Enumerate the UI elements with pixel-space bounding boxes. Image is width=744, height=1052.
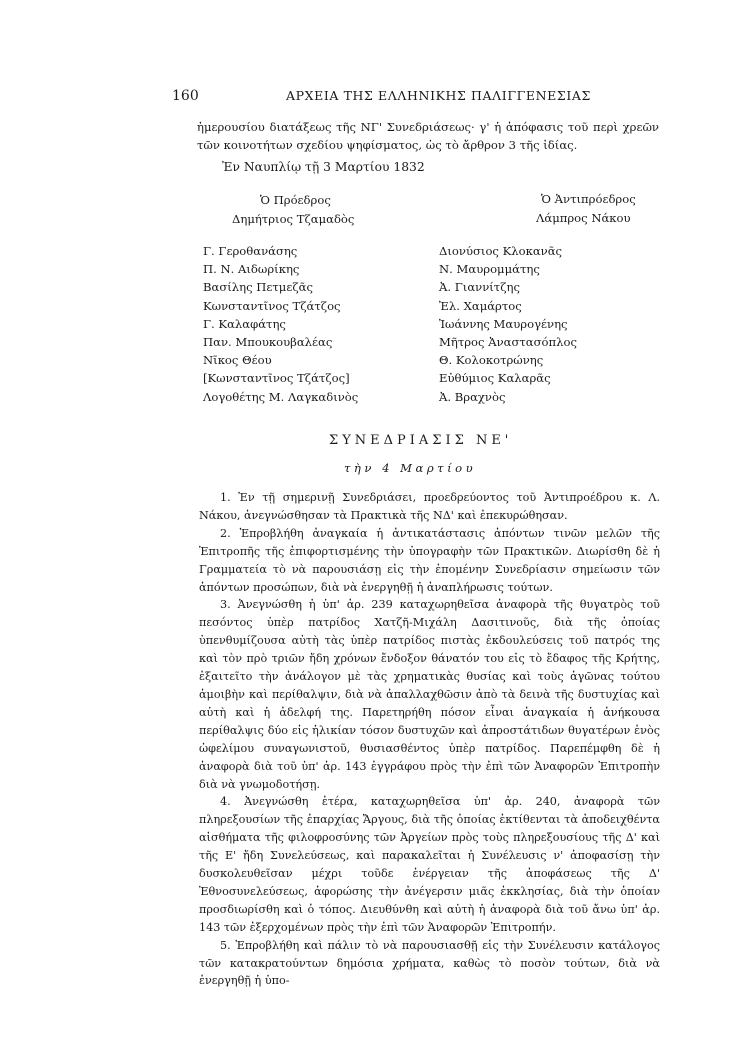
president-title: Ὁ Πρόεδρος <box>260 193 331 207</box>
signatory-name: Π. Ν. Αιδωρίκης <box>203 262 300 277</box>
signatories-left-column <box>203 242 358 406</box>
signatory-name: Γ. Γεροθανάσης <box>203 244 298 258</box>
vice-president-title: Ὁ Ἀντιπρόεδρος <box>541 192 636 206</box>
signatory-name: Μῆτρος Ἀναστασόπλος <box>439 335 577 350</box>
paragraph: 4. Ἀνεγνώσθη ἑτέρα, καταχωρηθεῖσα ὑπ' ἀρ. 240, ἀναφορὰ τῶν πληρεξουσίων τῆς ἐπαρχίας Ἄργους, διὰ τῆς ὁποίας ἐκτίθενται τὰ ἀποδειχθέντα αἰσθήματα τῆς φιλοφροσύνης τῶν Ἀργείων πρὸς τοὺς πληρεξουσίους τῆς Δ' καὶ τῆς Ε' ἤδη Συνελεύσεως, καὶ παρακαλεῖται ἡ Συνέλευσις ν' ἀποφασίσῃ τὴν δυσκολευθεῖσαν μέχρι τοῦδε ἐνέργειαν τῆς ἀποφάσεως τῆς Δ' Ἐθνοσυνελεύσεως, ἀφορώσης τὴν ἀνέγερσιν μιᾶς ἐκκλησίας, διὰ τὴν ὁποίαν προσδιωρίσθη καὶ ὁ τόπος. Διευθύνθη καὶ αὐτὴ ἡ ἀναφορὰ διὰ τοῦ ἄνω ὑπ' ἀρ. 143 τῶν ἐξερχομένων πρὸς τὴν ἐπὶ τῶν Ἀναφορῶν Ἐπιτροπήν. <box>199 795 660 934</box>
signatory-name: Ἐλ. Χαμάρτος <box>439 298 522 313</box>
paragraph: 1. Ἐν τῇ σημερινῇ Συνεδριάσει, προεδρεύοντος τοῦ Ἀντιπροέδρου κ. Λ. Νάκου, ἀνεγνώσθησαν τὰ Πρακτικὰ τῆς ΝΔ' καὶ ἐπεκυρώθησαν. <box>199 491 660 522</box>
paragraph: 2. Ἐπροβλήθη ἀναγκαία ἡ ἀντικατάστασις ἀπόντων τινῶν μελῶν τῆς Ἐπιτροπῆς τῆς ἐπιφορτισμένης τὴν ὑπογραφὴν τῶν Πρακτικῶν. Διωρίσθη δὲ ἡ Γραμματεία τὸ νὰ παρουσιάσῃ εἰς τὴν ἐπομένην Συνεδρίασιν σημείωσιν τῶν ἀπόντων προσώπων, διὰ νὰ ἐνεργηθῇ ἡ ἀναπλήρωσις τούτων. <box>199 526 660 594</box>
signatory-name: Κωνσταντῖνος Τζάτζος <box>203 298 341 313</box>
signatory-name: Εὐθύμιος Καλαρᾶς <box>439 371 551 386</box>
vice-president-name: Λάμπρος Νάκου <box>536 211 631 225</box>
session-heading: ΣΥΝΕΔΡΙΑΣΙΣ ΝΕ' <box>329 433 513 448</box>
signatory-name: Ἰωάννης Μαυρογένης <box>439 316 568 331</box>
signatory-name: [Κωνσταντῖνος Τζάτζος] <box>203 371 350 386</box>
president-name: Δημήτριος Τζαμαδὸς <box>232 212 355 226</box>
minutes-body <box>199 489 660 990</box>
signatory-name: Νῖκος Θέου <box>203 353 272 368</box>
signatory-name: Ἀ. Βραχνὸς <box>439 389 506 404</box>
signatory-name: Ἀ. Γιαννίτζης <box>439 280 520 295</box>
signatory-name: Γ. Καλαφάτης <box>203 316 286 331</box>
paragraph: 5. Ἐπροβλήθη καὶ πάλιν τὸ νὰ παρουσιασθῇ εἰς τὴν Συνέλευσιν κατάλογος τῶν κατακρατούντων δημόσια χρήματα, καθὼς τὸ ποσὸν τούτων, διὰ νὰ ἐνεργηθῇ ἡ ὑπο- <box>199 938 660 988</box>
signatory-name: Ν. Μαυρομμάτης <box>439 262 540 277</box>
page-number: 160 <box>172 88 199 104</box>
signatory-name: Θ. Κολοκοτρώνης <box>439 353 544 368</box>
dateline: Ἐν Ναυπλίῳ τῇ 3 Μαρτίου 1832 <box>222 160 425 174</box>
signatories-right-column <box>439 242 577 406</box>
running-title: ΑΡΧΕΙΑ ΤΗΣ ΕΛΛΗΝΙΚΗΣ ΠΑΛΙΓΓΕΝΕΣΙΑΣ <box>286 88 591 103</box>
signatory-name: Παν. Μπουκουβαλέας <box>203 335 333 350</box>
paragraph: 3. Ἀνεγνώσθη ἡ ὑπ' ἀρ. 239 καταχωρηθεῖσα ἀναφορὰ τῆς θυγατρὸς τοῦ πεσόντος ὑπὲρ πατρίδος Χατζῆ-Μιχάλη Δασιτινοῦς, διὰ τῆς ὁποίας ὑπενθυμίζουσα αὐτὴ τὰς ὑπὲρ πατρίδος πιστὰς ἐκδουλεύσεις τοῦ πατρός της καὶ τὸν πρὸ τριῶν ἤδη χρόνων ἔνδοξον θάνατόν του εἰς τὸ ἔδαφος τῆς Κρήτης, ἐξαιτεῖτο τὴν ἀνάλογον μὲ τὰς χρηματικὰς θυσίας καὶ τοὺς ἀγῶνας τούτου ἀμοιβὴν καὶ περίθαλψιν, διὰ νὰ ἀπαλλαχθῶσιν ἀπὸ τὰ δεινὰ τῆς δυστυχίας καὶ αὐτὴ καὶ ἡ ἀδελφή της. Παρετηρήθη πόσον εἶναι ἀναγκαία ἡ ἀνήκουσα περίθαλψις δύο εἰς ἡλικίαν τόσον δυστυχῶν καὶ ἀπροστάτιδων θυγατέρων ἑνὸς ὠφελίμου συναγωνιστοῦ, θυσιασθέντος ὑπὲρ πατρίδος. Παρεπέμφθη δὲ ἡ ἀναφορὰ διὰ τοῦ ὑπ' ἀρ. 143 ἐγγράφου πρὸς τὴν ἐπὶ τῶν Ἀναφορῶν Ἐπιτροπὴν διὰ νὰ γνωμοδοτήσῃ. <box>199 598 660 791</box>
signatory-name: Λογοθέτης Μ. Λαγκαδινὸς <box>203 389 359 404</box>
signatory-name: Βασίλης Πετμεζᾶς <box>203 280 313 295</box>
session-date: τὴν 4 Μαρτίου <box>344 461 477 475</box>
signatory-name: Διονύσιος Κλοκανᾶς <box>439 244 563 258</box>
intro-text: ἡμερουσίου διατάξεως τῆς ΝΓ' Συνεδριάσεως· γ' ἡ ἀπόφασις τοῦ περὶ χρεῶν τῶν κοινοτήτων σχεδίου ψηφίσματος, ὡς τὸ ἄρθρον 3 τῆς ἰδίας. <box>197 120 659 152</box>
